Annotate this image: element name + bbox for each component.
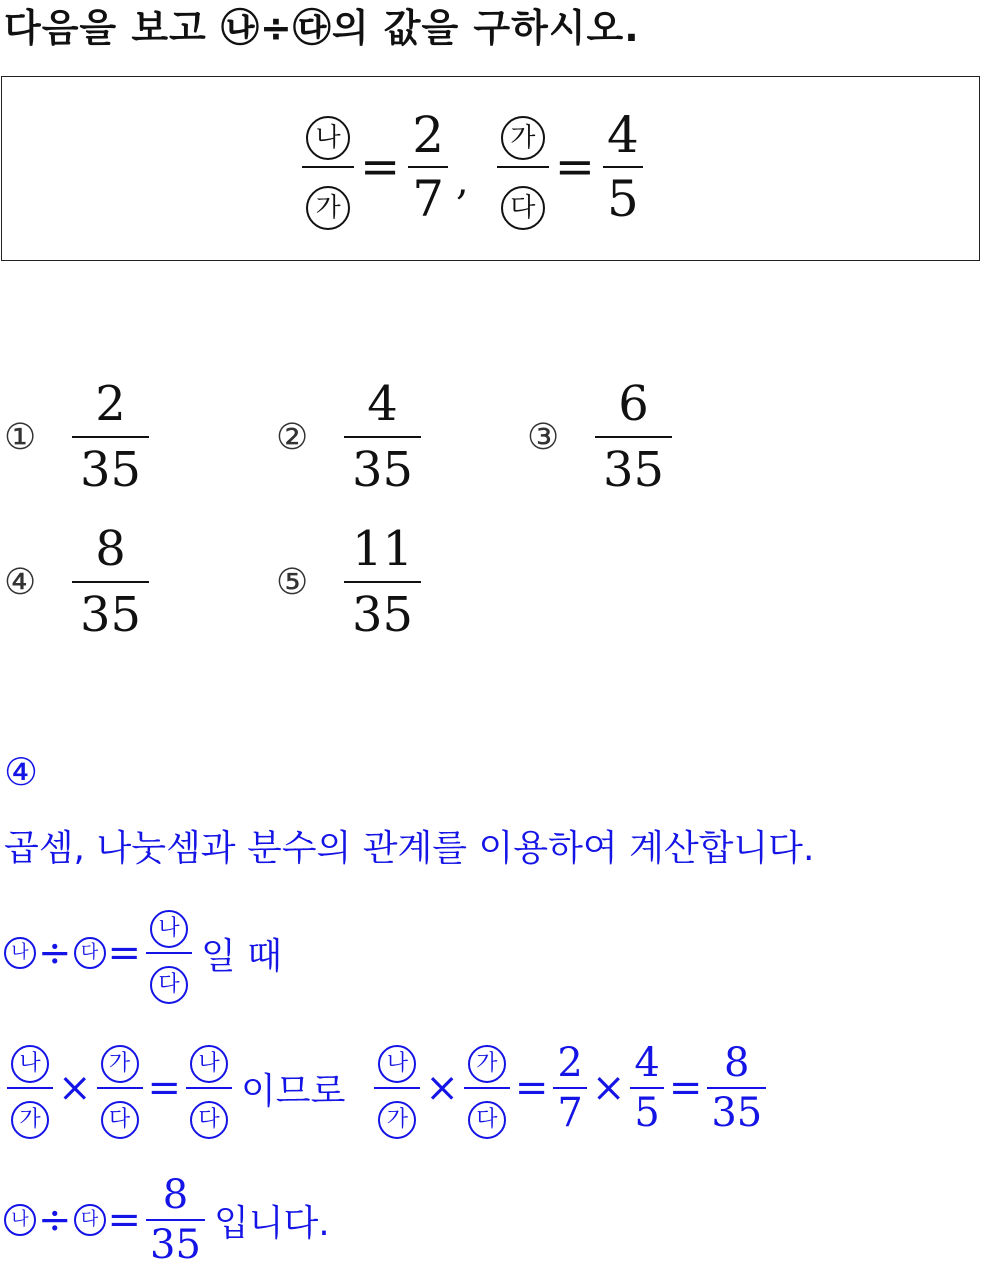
circled-na: 나 (306, 116, 350, 160)
fraction-2-7: $\frac{2}{7}$ (553, 1043, 586, 1133)
fraction-na-over-da: $\frac{\text{나}}{\text{다}}$ (186, 1037, 232, 1139)
solution-line-2 (4, 1032, 769, 1144)
fraction-4-5: $\frac{4}{5}$ (630, 1043, 663, 1133)
given-fraction-2-7: $\frac{2}{7}$ (408, 110, 448, 224)
choice-5[interactable]: ⑤ $\frac{11}{35}$ (276, 525, 421, 639)
result-fraction: $\frac{8}{35}$ (146, 1175, 205, 1265)
equals-sign: = (107, 1197, 142, 1243)
given-equations (302, 97, 643, 237)
fraction-ga-over-da: $\frac{\text{가}}{\text{다}}$ (97, 1037, 143, 1139)
solution-line-1 (4, 898, 282, 1008)
solution-line-3 (4, 1170, 330, 1270)
answer-mark: ④ (4, 750, 39, 794)
equals-sign: = (147, 1065, 182, 1111)
equals-sign: = (554, 139, 595, 195)
circled-ga: 가 (306, 186, 350, 230)
times-sign: × (425, 1065, 459, 1111)
given-box (1, 76, 980, 261)
equals-sign: = (360, 139, 401, 195)
comma: , (456, 158, 469, 204)
divide-sign: ÷ (38, 930, 72, 976)
solution-line-3-tail: 입니다. (213, 1202, 330, 1244)
circled-da: 다 (501, 186, 545, 230)
solution-line-1-tail: 일 때 (201, 935, 283, 977)
choice-2[interactable]: ② $\frac{4}{35}$ (276, 380, 421, 494)
circled-na: 나 (4, 937, 36, 969)
question-text: 다음을 보고 ㉯÷㉰의 값을 구하시오. (4, 6, 640, 50)
fraction-ga-over-da: $\frac{\text{가}}{\text{다}}$ (464, 1037, 510, 1139)
divide-sign: ÷ (38, 1197, 72, 1243)
circled-da: 다 (74, 1204, 106, 1236)
given-fraction-ga-over-da (497, 104, 549, 230)
solution-explanation: 곱셈, 나눗셈과 분수의 관계를 이용하여 계산합니다. (4, 828, 815, 869)
choice-3[interactable]: ③ $\frac{6}{35}$ (527, 380, 672, 494)
fraction-na-over-ga: $\frac{\text{나}}{\text{가}}$ (374, 1037, 420, 1139)
equals-sign: = (107, 930, 142, 976)
choice-4[interactable]: ④ $\frac{8}{35}$ (4, 525, 149, 639)
solution-line-2-mid: 이므로 (241, 1070, 346, 1112)
equals-sign: = (668, 1065, 703, 1111)
times-sign: × (58, 1065, 92, 1111)
circled-ga: 가 (501, 116, 545, 160)
fraction-na-over-ga: $\frac{\text{나}}{\text{가}}$ (7, 1037, 53, 1139)
given-fraction-na-over-ga (302, 104, 354, 230)
circled-na: 나 (4, 1204, 36, 1236)
fraction-na-over-da: $\frac{\text{나}}{\text{다}}$ (146, 902, 192, 1004)
equals-sign: = (514, 1065, 549, 1111)
times-sign: × (591, 1065, 626, 1111)
fraction-8-35: $\frac{8}{35}$ (707, 1043, 766, 1133)
choice-1[interactable]: ① $\frac{2}{35}$ (4, 380, 149, 494)
given-fraction-4-5: $\frac{4}{5}$ (603, 110, 643, 224)
circled-da: 다 (74, 937, 106, 969)
